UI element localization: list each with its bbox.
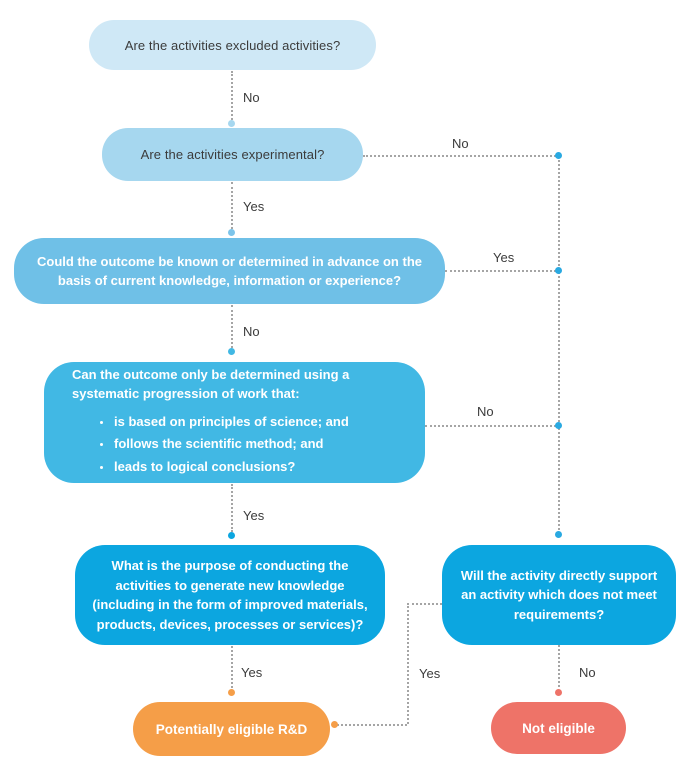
connector-support-yes-v [407, 603, 409, 724]
connector-outcome-yes-right [445, 270, 556, 272]
junction-dot [555, 152, 562, 159]
edge-label-yes: Yes [243, 508, 265, 523]
node-label: Potentially eligible R&D [155, 721, 308, 737]
connector-support-yes-h2 [337, 724, 407, 726]
edge-label-no: No [452, 136, 469, 151]
node-outcome-known-in-advance [14, 238, 445, 304]
connector-excluded-to-experimental [231, 71, 233, 120]
edge-label-no: No [243, 324, 260, 339]
junction-dot [228, 120, 235, 127]
node-potentially-eligible [133, 702, 330, 756]
junction-dot [555, 531, 562, 538]
edge-label-yes: Yes [243, 199, 265, 214]
junction-dot [331, 721, 338, 728]
edge-label-yes: Yes [419, 666, 441, 681]
edge-label-yes: Yes [493, 250, 515, 265]
connector-purpose-to-eligible [231, 646, 233, 688]
connector-support-yes-h1 [407, 603, 442, 605]
junction-dot [555, 267, 562, 274]
node-not-eligible [491, 702, 626, 754]
junction-dot [555, 689, 562, 696]
bullet-item: follows the scientific method; and [114, 435, 349, 454]
connector-outcome-to-systematic [231, 305, 233, 348]
node-purpose-new-knowledge [75, 545, 385, 645]
junction-dot [228, 532, 235, 539]
junction-dot [555, 422, 562, 429]
node-activities-experimental [102, 128, 363, 181]
edge-label-yes: Yes [241, 665, 263, 680]
node-label: Are the activities excluded activities? [124, 37, 341, 53]
node-systematic-progression [44, 362, 425, 483]
node-label: Could the outcome be known or determined in advance on the basis of current knowledge, information or experience? [37, 253, 422, 288]
junction-dot [228, 689, 235, 696]
junction-dot [228, 229, 235, 236]
junction-dot [228, 348, 235, 355]
node-label: What is the purpose of conducting the activities to generate new knowledge (including in the form of improved materials, products, devices, processes or services)? [92, 558, 368, 632]
connector-systematic-to-purpose [231, 484, 233, 532]
node-label: Not eligible [522, 720, 595, 736]
edge-label-no: No [243, 90, 260, 105]
node-label: Are the activities experimental? [140, 147, 325, 162]
connector-right-trunk [558, 156, 560, 530]
node-label: Can the outcome only be determined using a systematic progression of work that: [72, 366, 350, 401]
connector-systematic-no-right [425, 425, 556, 427]
bullet-item: is based on principles of science; and [114, 413, 349, 432]
connector-support-to-not-eligible [558, 645, 560, 687]
edge-label-no: No [579, 665, 596, 680]
bullet-list [72, 409, 349, 482]
connector-experimental-to-outcome [231, 182, 233, 229]
node-excluded-activities [89, 20, 376, 70]
node-label: Will the activity directly support an activity which does not meet requirements? [460, 567, 658, 622]
node-directly-support-activity [442, 545, 676, 645]
connector-experimental-no-right [363, 155, 556, 157]
bullet-item: leads to logical conclusions? [114, 458, 349, 477]
edge-label-no: No [477, 404, 494, 419]
